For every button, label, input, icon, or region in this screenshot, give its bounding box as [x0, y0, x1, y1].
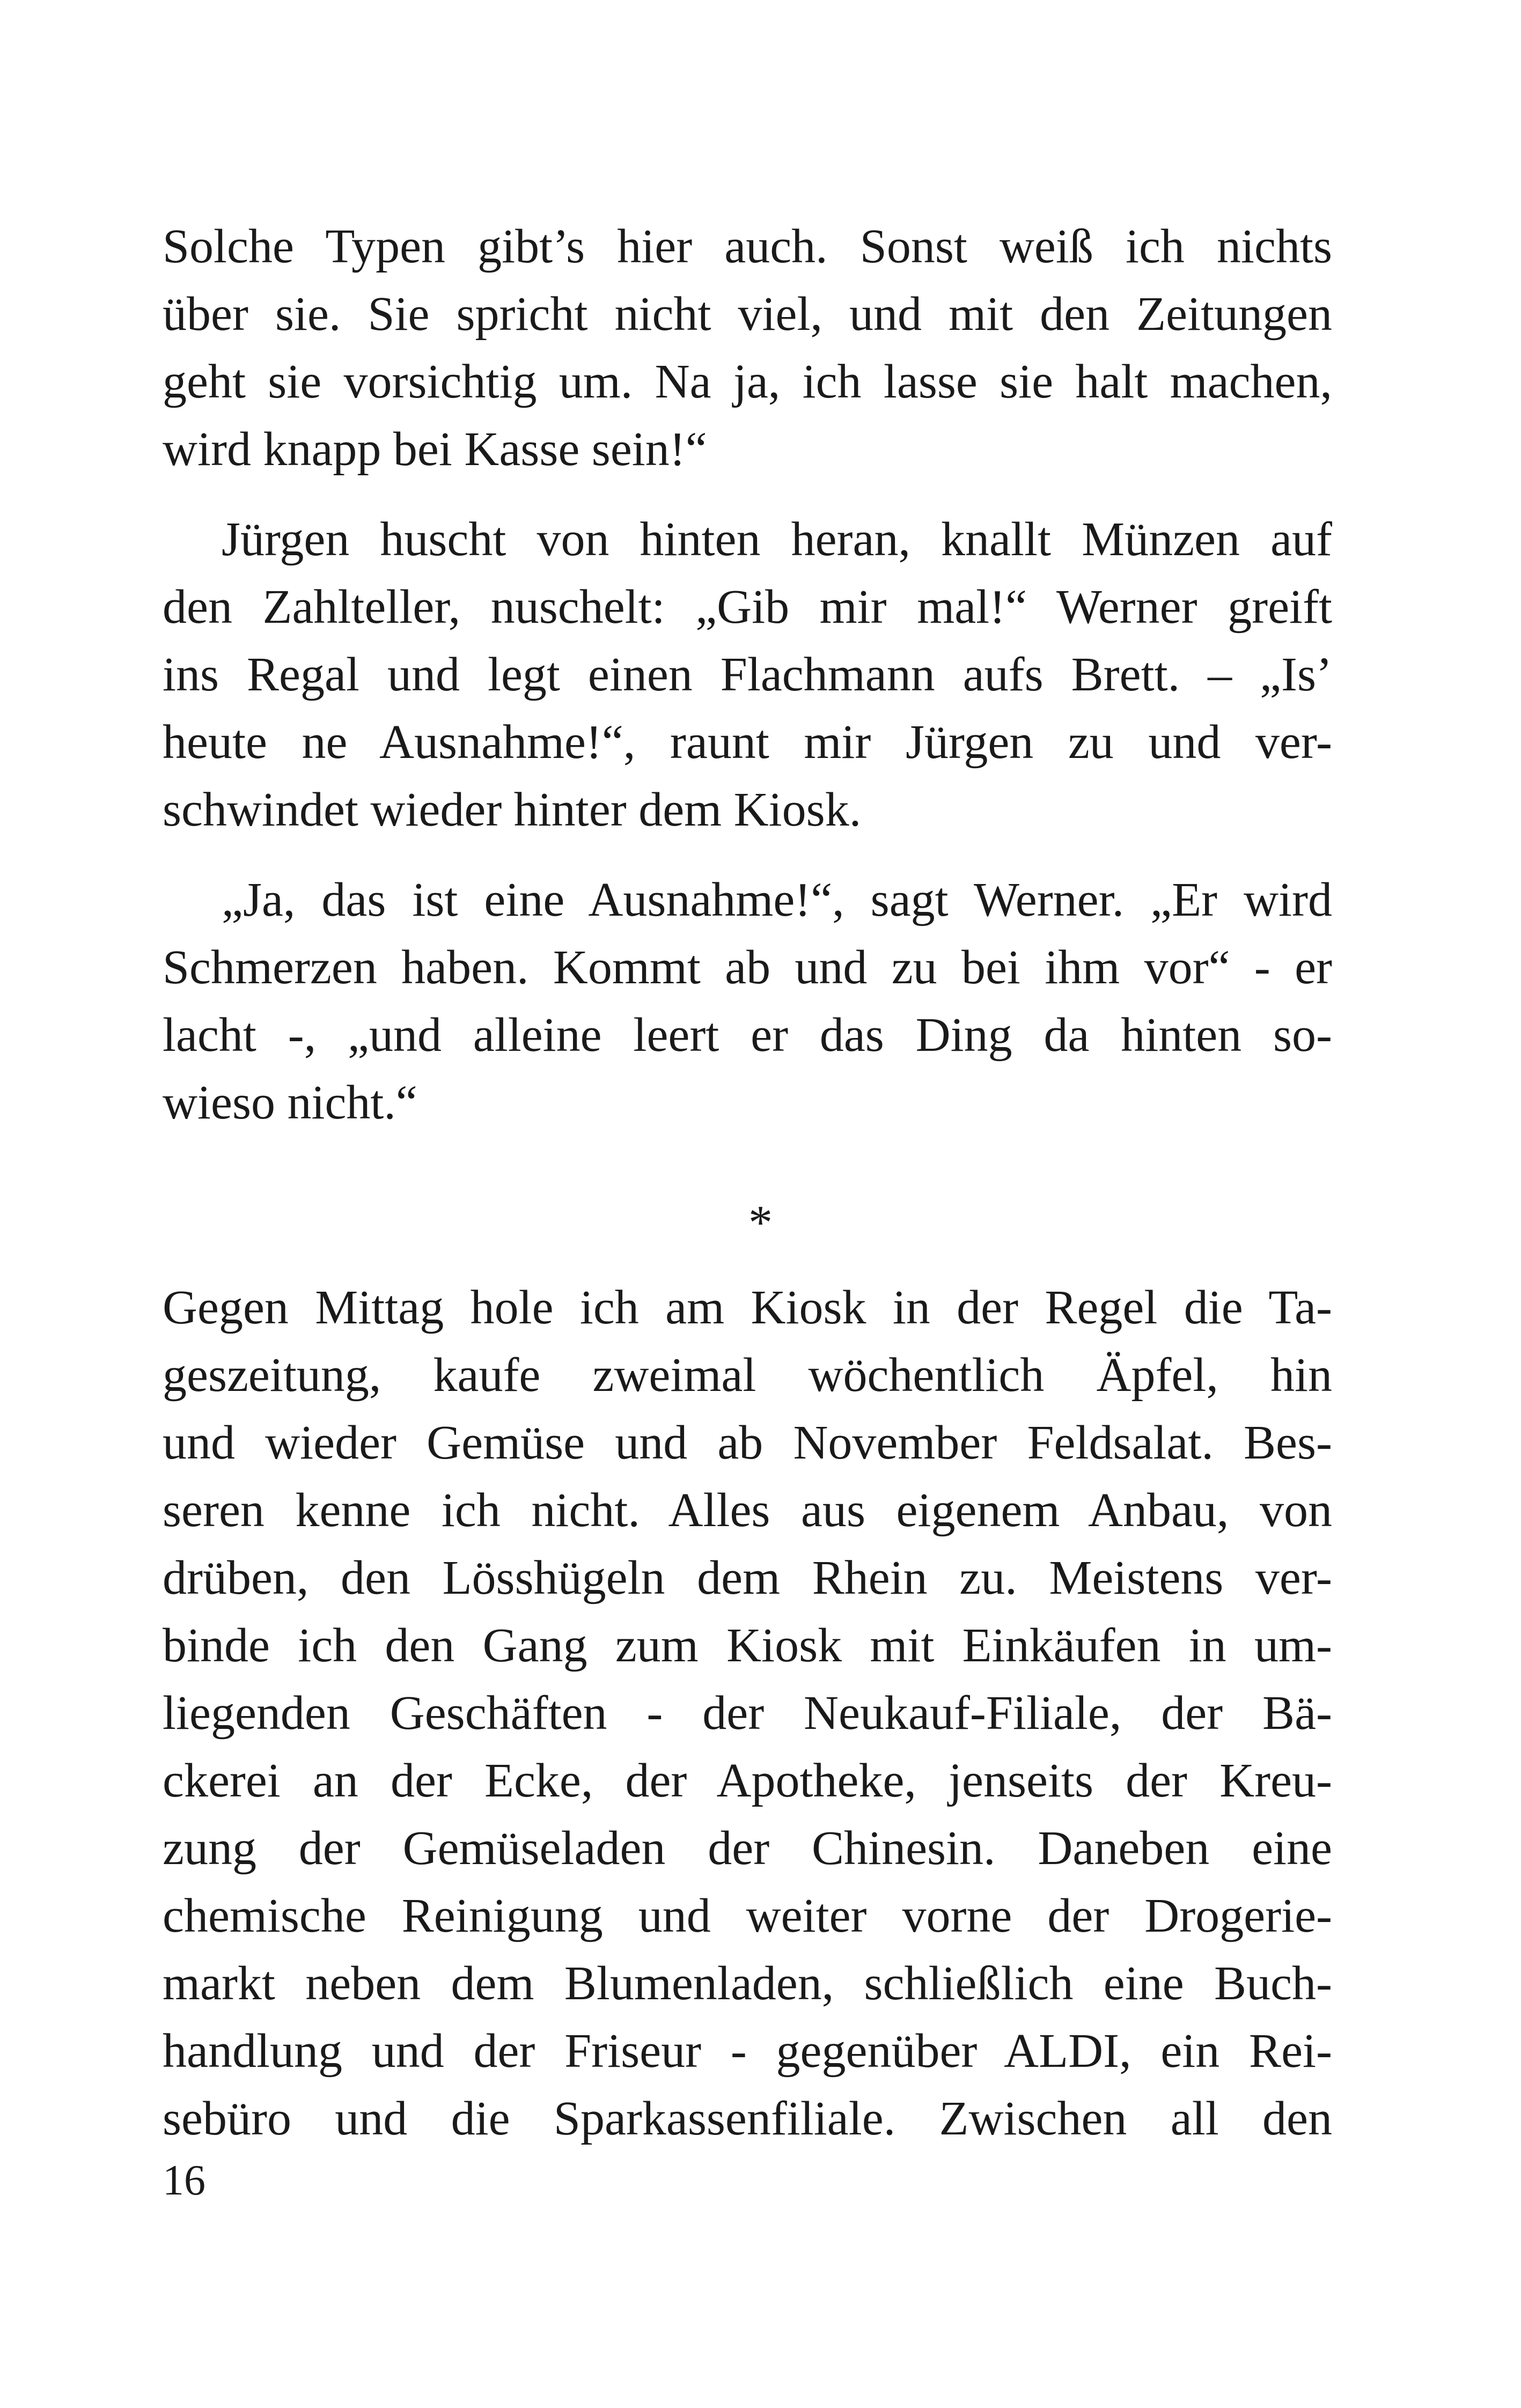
text-line: sebüro und die Sparkassenfiliale. Zwischen all den	[163, 2092, 1332, 2145]
text-line: geszeitung, kaufe zweimal wöchentlich Äpfel, hin	[163, 1349, 1332, 1402]
paragraph-4	[163, 1274, 1332, 2153]
text-line: seren kenne ich nicht. Alles aus eigenem Anbau, von	[163, 1484, 1332, 1537]
text-line: liegenden Geschäften - der Neukauf-Filiale, der Bä-	[163, 1687, 1332, 1740]
text-line: wird knapp bei Kasse sein!“	[163, 423, 707, 476]
paragraph-1	[163, 213, 1332, 483]
page-number: 16	[163, 2157, 205, 2204]
text-line: heute ne Ausnahme!“, raunt mir Jürgen zu und ver-	[163, 716, 1332, 769]
text-line: Jürgen huscht von hinten heran, knallt Münzen auf	[222, 513, 1332, 566]
text-line: ins Regal und legt einen Flachmann aufs Brett. – „Is’	[163, 648, 1332, 701]
text-line: drüben, den Lösshügeln dem Rhein zu. Meistens ver-	[163, 1551, 1332, 1604]
text-line: geht sie vorsichtig um. Na ja, ich lasse sie halt machen,	[163, 355, 1332, 408]
text-line: Solche Typen gibt’s hier auch. Sonst weiß ich nichts	[163, 220, 1332, 273]
text-line: Gegen Mittag hole ich am Kiosk in der Regel die Ta-	[163, 1281, 1332, 1334]
paragraph-3	[163, 866, 1332, 1137]
text-line: und wieder Gemüse und ab November Feldsalat. Bes-	[163, 1416, 1332, 1469]
text-line: Schmerzen haben. Kommt ab und zu bei ihm vor“ - er	[163, 941, 1332, 994]
text-line: den Zahlteller, nuschelt: „Gib mir mal!“ Werner greift	[163, 580, 1332, 634]
text-line: chemische Reinigung und weiter vorne der Drogerie-	[163, 1889, 1332, 1942]
text-line: ckerei an der Ecke, der Apotheke, jenseits der Kreu-	[163, 1754, 1332, 1807]
text-line: markt neben dem Blumenladen, schließlich eine Buch-	[163, 1957, 1332, 2010]
text-line: lacht -, „und alleine leert er das Ding da hinten so-	[163, 1008, 1332, 1062]
text-line: zung der Gemüseladen der Chinesin. Daneben eine	[163, 1822, 1332, 1875]
text-line: schwindet wieder hinter dem Kiosk.	[163, 783, 862, 836]
text-line: „Ja, das ist eine Ausnahme!“, sagt Werner. „Er wird	[222, 873, 1332, 926]
text-line: über sie. Sie spricht nicht viel, und mit den Zeitungen	[163, 288, 1332, 341]
text-line: binde ich den Gang zum Kiosk mit Einkäufen in um-	[163, 1619, 1332, 1672]
text-line: wieso nicht.“	[163, 1076, 417, 1129]
paragraph-2	[163, 506, 1332, 844]
text-line: handlung und der Friseur - gegenüber ALDI, ein Rei-	[163, 2024, 1332, 2078]
section-separator: *	[748, 1196, 773, 1249]
